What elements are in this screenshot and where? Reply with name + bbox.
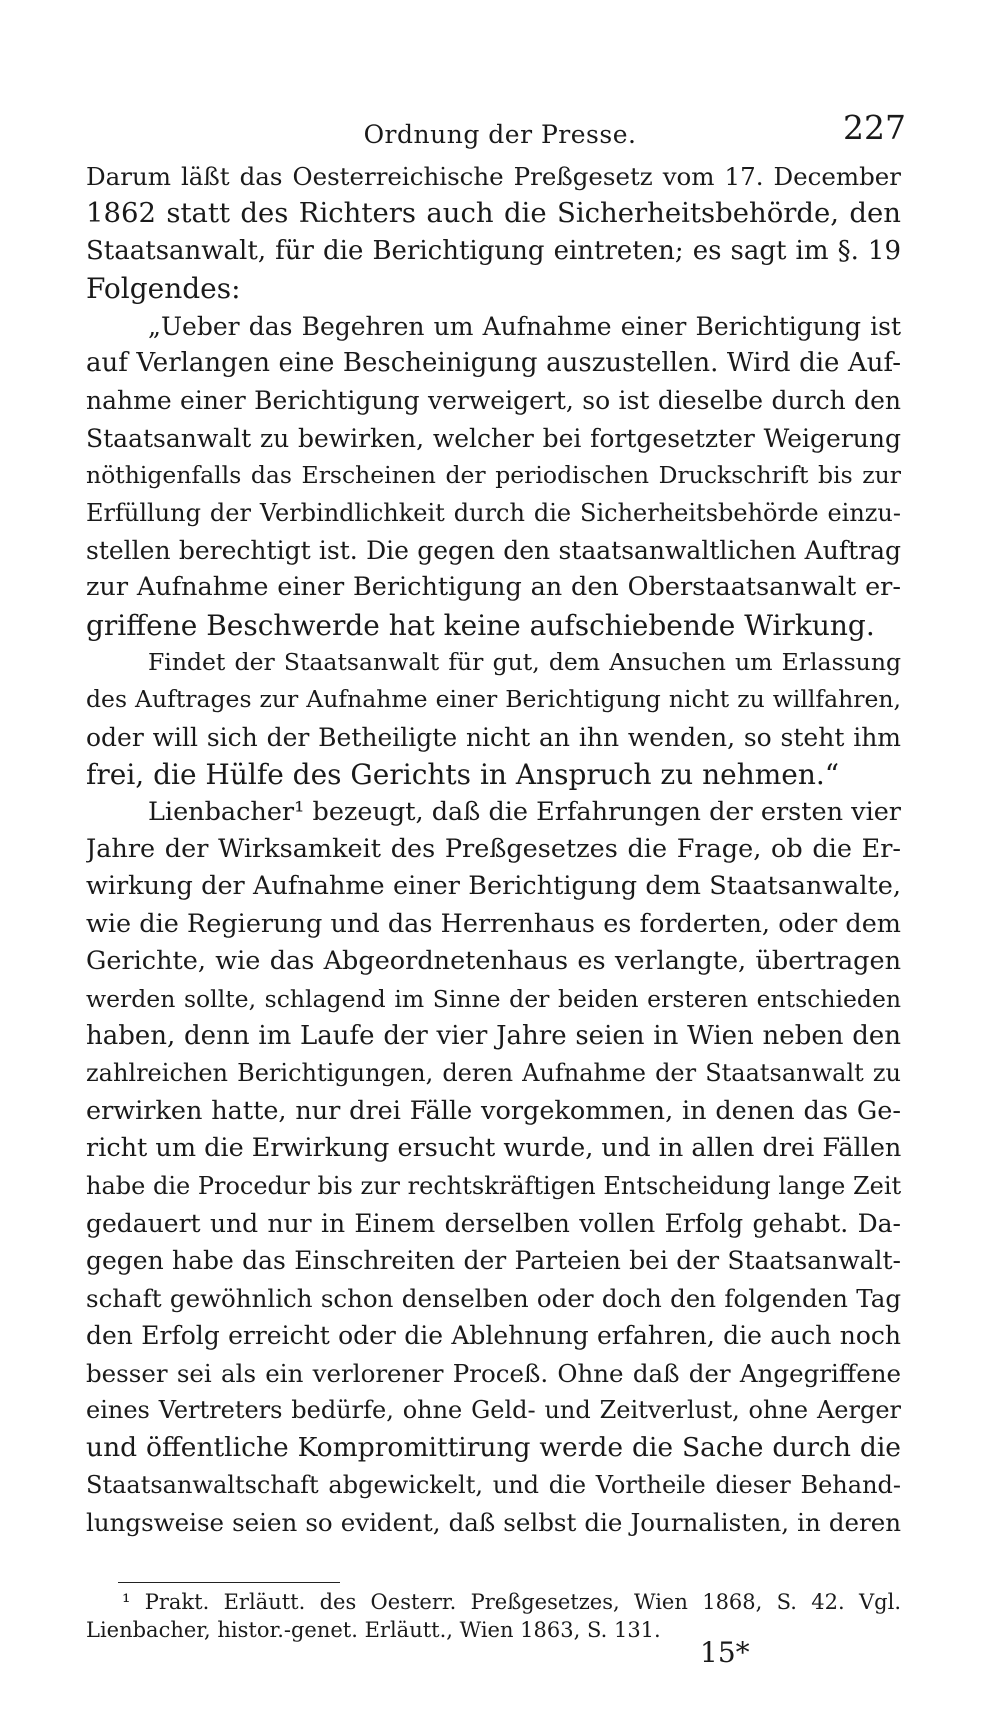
text-line: Staatsanwaltschaft abgewickelt, und die Vortheile dieser Behand-: [86, 1470, 901, 1499]
text-line: Erfüllung der Verbindlichkeit durch die Sicherheitsbehörde einzu-: [86, 498, 901, 527]
text-line: lungsweise seien so evident, daß selbst die Journalisten, in deren: [86, 1508, 901, 1538]
text-line: griffene Beschwerde hat keine aufschiebende Wirkung.: [86, 608, 875, 642]
text-line: zur Aufnahme einer Berichtigung an den Oberstaatsanwalt er-: [86, 572, 901, 603]
text-line: eines Vertreters bedürfe, ohne Geld- und Zeitverlust, ohne Aerger: [86, 1395, 901, 1424]
page-number: 227: [843, 108, 906, 147]
text-line: 1862 statt des Richters auch die Sicherheitsbehörde, den: [86, 197, 901, 230]
text-line: haben, denn im Laufe der vier Jahre seien in Wien neben den: [86, 1020, 901, 1051]
footnote-rule: [118, 1582, 340, 1583]
signature-mark: 15*: [700, 1636, 750, 1669]
text-line: Folgendes:: [86, 272, 241, 306]
text-line: „Ueber das Begehren um Aufnahme einer Berichtigung ist: [148, 311, 901, 341]
running-head: [0, 108, 1000, 148]
footnote-line: ¹ Prakt. Erläutt. des Oesterr. Preßgesetzes, Wien 1868, S. 42. Vgl.: [122, 1590, 901, 1614]
text-line: Findet der Staatsanwalt für gut, dem Ansuchen um Erlassung: [148, 648, 901, 677]
text-line: nahme einer Berichtigung verweigert, so ist dieselbe durch den: [86, 386, 901, 416]
text-line: stellen berechtigt ist. Die gegen den staatsanwaltlichen Auftrag: [86, 535, 901, 565]
text-line: frei, die Hülfe des Gerichts in Anspruch zu nehmen.“: [86, 758, 840, 792]
text-line: wie die Regierung und das Herrenhaus es forderten, oder dem: [86, 908, 901, 939]
footnotes: [86, 1588, 901, 1644]
text-line: gedauert und nur in Einem derselben vollen Erfolg gehabt. Da-: [86, 1208, 901, 1238]
text-line: gegen habe das Einschreiten der Parteien bei der Staatsanwalt-: [86, 1246, 901, 1276]
text-line: des Auftrages zur Aufnahme einer Berichtigung nicht zu willfahren,: [86, 685, 901, 714]
text-line: wirkung der Aufnahme einer Berichtigung dem Staatsanwalte,: [86, 871, 901, 902]
text-line: Gerichte, wie das Abgeordnetenhaus es verlangte, übertragen: [86, 946, 901, 977]
body-text: [86, 158, 901, 1541]
text-line: den Erfolg erreicht oder die Ablehnung erfahren, die auch noch: [86, 1321, 901, 1351]
text-line: schaft gewöhnlich schon denselben oder doch den folgenden Tag: [86, 1283, 901, 1313]
text-line: habe die Procedur bis zur rechtskräftigen Entscheidung lange Zeit: [86, 1171, 901, 1200]
text-line: Jahre der Wirksamkeit des Preßgesetzes die Frage, ob die Er-: [86, 834, 901, 865]
footnote-line: Lienbacher, histor.-genet. Erläutt., Wien 1863, S. 131.: [86, 1618, 661, 1642]
text-line: Lienbacher¹ bezeugt, daß die Erfahrungen der ersten vier: [148, 796, 901, 827]
text-line: erwirken hatte, nur drei Fälle vorgekommen, in denen das Ge-: [86, 1095, 901, 1126]
text-line: oder will sich der Betheiligte nicht an ihn wenden, so steht ihm: [86, 722, 901, 752]
text-line: nöthigenfalls das Erscheinen der periodischen Druckschrift bis zur: [86, 461, 901, 490]
text-line: werden sollte, schlagend im Sinne der beiden ersteren entschieden: [86, 984, 901, 1013]
running-title: Ordnung der Presse.: [363, 120, 637, 149]
text-line: Staatsanwalt zu bewirken, welcher bei fortgesetzter Weigerung: [86, 423, 901, 453]
text-line: Staatsanwalt, für die Berichtigung eintreten; es sagt im §. 19: [86, 235, 901, 266]
text-line: und öffentliche Kompromittirung werde die Sache durch die: [86, 1432, 901, 1464]
text-line: auf Verlangen eine Bescheinigung auszustellen. Wird die Auf-: [86, 347, 901, 378]
text-line: zahlreichen Berichtigungen, deren Aufnahme der Staatsanwalt zu: [86, 1059, 901, 1088]
text-line: richt um die Erwirkung ersucht wurde, und in allen drei Fällen: [86, 1133, 901, 1164]
text-line: besser sei als ein verlorener Proceß. Ohne daß der Angegriffene: [86, 1358, 901, 1388]
text-line: Darum läßt das Oesterreichische Preßgesetz vom 17. December: [86, 162, 901, 191]
